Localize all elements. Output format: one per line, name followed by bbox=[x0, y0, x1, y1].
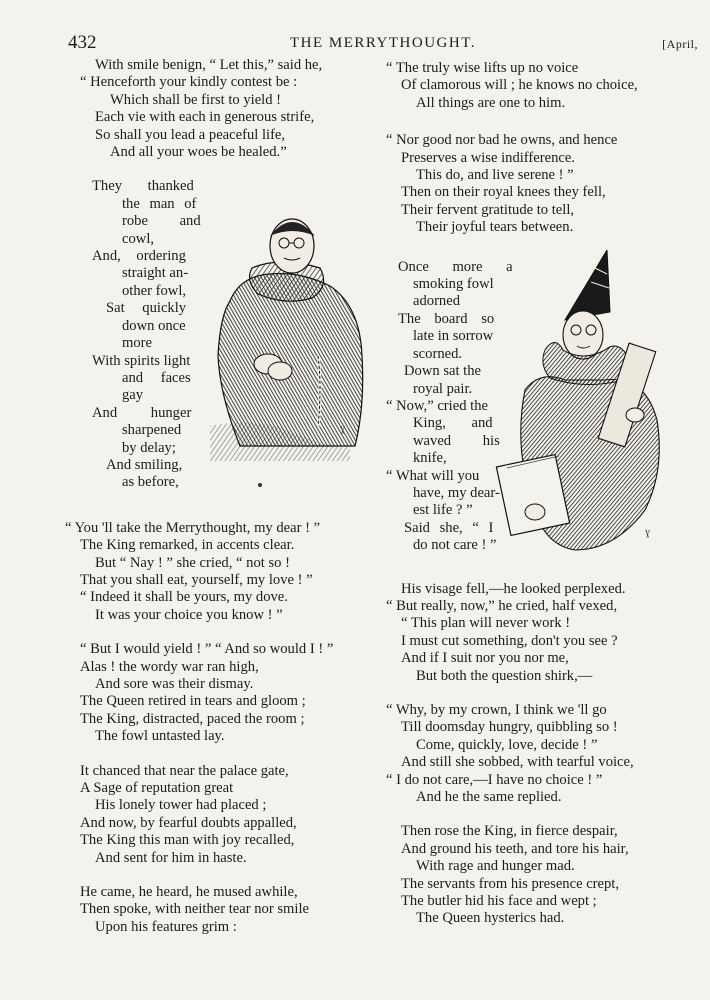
verse-line: and faces bbox=[122, 369, 191, 386]
verse-line: The servants from his presence crept, bbox=[401, 875, 620, 892]
verse-line: With smile benign, “ Let this,” said he, bbox=[95, 57, 323, 73]
verse-line: A Sage of reputation great bbox=[80, 780, 234, 797]
stanza-narrow bbox=[386, 258, 513, 555]
verse-line: robe and bbox=[122, 213, 201, 230]
stanza bbox=[65, 519, 370, 624]
verse-line: Then rose the King, in fierce despair, bbox=[401, 823, 618, 840]
verse-line: “ What will you bbox=[386, 467, 480, 484]
stanza bbox=[386, 823, 666, 927]
verse-line: And hunger bbox=[92, 404, 192, 421]
verse-line: “ But I would yield ! ” “ And so would I ! ” bbox=[80, 641, 334, 658]
verse-line: “ I do not care,—I have no choice ! ” bbox=[386, 771, 603, 788]
verse-line: And he the same replied. bbox=[416, 789, 562, 806]
verse-line: That you shall eat, yourself, my love ! ” bbox=[80, 571, 313, 588]
stanza bbox=[386, 60, 666, 112]
verse-line: knife, bbox=[413, 450, 447, 467]
verse-line: The King this man with joy recalled, bbox=[80, 832, 295, 849]
verse-line: down once bbox=[122, 317, 186, 334]
verse-line: And ground his teeth, and tore his hair, bbox=[401, 840, 629, 857]
stanza bbox=[386, 581, 666, 685]
verse-line: The Queen retired in tears and gloom ; bbox=[80, 693, 306, 710]
verse-line: by delay; bbox=[122, 439, 176, 456]
left-column bbox=[65, 57, 370, 953]
sage-figure bbox=[495, 250, 675, 560]
verse-line: “ Why, by my crown, I think we 'll go bbox=[386, 702, 607, 718]
verse-line: And sore was their dismay. bbox=[95, 676, 254, 692]
verse-line: With rage and hunger mad. bbox=[416, 858, 575, 875]
verse-line: The King, distracted, paced the room ; bbox=[80, 710, 305, 727]
verse-line: Till doomsday hungry, quibbling so ! bbox=[401, 719, 618, 736]
verse-line: Of clamorous will ; he knows no choice, bbox=[401, 77, 638, 94]
verse-line: have, my dear- bbox=[413, 484, 500, 501]
verse-line: But both the question shirk,— bbox=[416, 667, 593, 684]
verse-line: It chanced that near the palace gate, bbox=[80, 762, 289, 779]
verse-line: With spirits light bbox=[92, 352, 191, 369]
stanza bbox=[80, 57, 370, 161]
verse-line: And sent for him in haste. bbox=[95, 849, 247, 866]
verse-line: “ But really, now,” he cried, half vexed, bbox=[386, 597, 618, 614]
verse-line: His visage fell,—he looked perplexed. bbox=[401, 580, 626, 597]
verse-line: sharpened bbox=[122, 422, 182, 439]
verse-line: Come, quickly, love, decide ! ” bbox=[416, 736, 598, 753]
verse-line: And all your woes be healed.” bbox=[110, 144, 287, 161]
verse-line: Once more a bbox=[398, 258, 513, 275]
verse-line: “ The truly wise lifts up no voice bbox=[386, 60, 579, 76]
verse-line: “ Henceforth your kindly contest be : bbox=[80, 74, 298, 91]
stanza-narrow bbox=[80, 178, 202, 491]
verse-line: the man of bbox=[122, 195, 197, 212]
verse-line: as before, bbox=[122, 474, 179, 491]
verse-line: “ Now,” cried the bbox=[386, 397, 488, 414]
verse-line: His lonely tower had placed ; bbox=[95, 797, 267, 814]
svg-text:ɣ: ɣ bbox=[645, 527, 650, 538]
sage-illustration bbox=[495, 250, 675, 560]
header-month: [April, bbox=[662, 37, 698, 51]
verse-line: other fowl, bbox=[122, 282, 187, 299]
stanza bbox=[80, 884, 370, 936]
verse-line: est life ? ” bbox=[413, 502, 473, 519]
verse-line: The Queen hysterics had. bbox=[416, 910, 565, 927]
verse-line: He came, he heard, he mused awhile, bbox=[80, 884, 298, 901]
running-title: THE MERRYTHOUGHT. bbox=[289, 35, 477, 51]
verse-line: waved his bbox=[413, 432, 500, 449]
page-number: 432 bbox=[68, 32, 97, 53]
verse-line: Upon his features grim : bbox=[95, 918, 237, 935]
verse-line: All things are one to him. bbox=[416, 94, 566, 111]
verse-line: I must cut something, don't you see ? bbox=[401, 632, 618, 649]
verse-line: The fowl untasted lay. bbox=[95, 728, 225, 745]
verse-line: And, ordering bbox=[92, 248, 186, 265]
verse-line: “ Nor good nor bad he owns, and hence bbox=[386, 132, 618, 149]
verse-line: scorned. bbox=[413, 345, 463, 362]
verse-line: Each vie with each in generous strife, bbox=[95, 109, 315, 126]
verse-line: This do, and live serene ! ” bbox=[416, 167, 574, 184]
verse-line: And smiling, bbox=[106, 456, 183, 473]
verse-line: Said she, “ I bbox=[404, 519, 494, 536]
verse-line: Down sat the bbox=[404, 363, 482, 380]
verse-line: And still she sobbed, with tearful voice, bbox=[401, 754, 634, 771]
verse-line: Their fervent gratitude to tell, bbox=[401, 201, 575, 218]
verse-line: King, and bbox=[413, 415, 493, 432]
stanza bbox=[386, 702, 666, 806]
verse-line: Their joyful tears between. bbox=[416, 219, 574, 236]
ink-spot bbox=[258, 483, 262, 487]
verse-line: Preserves a wise indifference. bbox=[401, 149, 575, 166]
verse-line: The butler hid his face and wept ; bbox=[401, 893, 597, 910]
verse-line: The board so bbox=[398, 310, 495, 327]
verse-line: “ Indeed it shall be yours, my dove. bbox=[80, 589, 288, 606]
verse-line: more bbox=[122, 335, 152, 352]
monk-figure bbox=[200, 196, 375, 466]
verse-line: straight an- bbox=[122, 265, 189, 282]
verse-line: They thanked bbox=[92, 178, 194, 195]
verse-line: Then on their royal knees they fell, bbox=[401, 184, 606, 201]
verse-line: So shall you lead a peaceful life, bbox=[95, 126, 286, 143]
verse-line: “ You 'll take the Merrythought, my dear ! ” bbox=[65, 519, 321, 536]
stanza bbox=[80, 763, 370, 867]
verse-line: Then spoke, with neither tear nor smile bbox=[80, 901, 309, 918]
verse-line: royal pair. bbox=[413, 380, 473, 397]
verse-line: Sat quickly bbox=[106, 300, 187, 317]
verse-line: And now, by fearful doubts appalled, bbox=[80, 814, 297, 831]
verse-line: And if I suit nor you nor me, bbox=[401, 650, 569, 667]
page-header bbox=[68, 32, 698, 54]
stanza bbox=[386, 132, 666, 236]
verse-line: But “ Nay ! ” she cried, “ not so ! bbox=[95, 554, 290, 571]
verse-line: It was your choice you know ! ” bbox=[95, 606, 283, 623]
verse-line: The King remarked, in accents clear. bbox=[80, 537, 295, 554]
verse-line: adorned bbox=[413, 293, 461, 310]
verse-line: smoking fowl bbox=[413, 276, 494, 293]
verse-line: cowl, bbox=[122, 230, 155, 247]
verse-line: Alas ! the wordy war ran high, bbox=[80, 658, 259, 675]
verse-line: do not care ! ” bbox=[413, 537, 497, 554]
verse-line: late in sorrow bbox=[413, 328, 494, 345]
verse-line: “ This plan will never work ! bbox=[401, 615, 571, 632]
verse-line: Which shall be first to yield ! bbox=[110, 91, 282, 108]
monk-illustration bbox=[200, 196, 375, 466]
svg-text:ɣ: ɣ bbox=[340, 423, 345, 434]
verse-line: gay bbox=[122, 387, 144, 404]
stanza bbox=[80, 641, 370, 745]
